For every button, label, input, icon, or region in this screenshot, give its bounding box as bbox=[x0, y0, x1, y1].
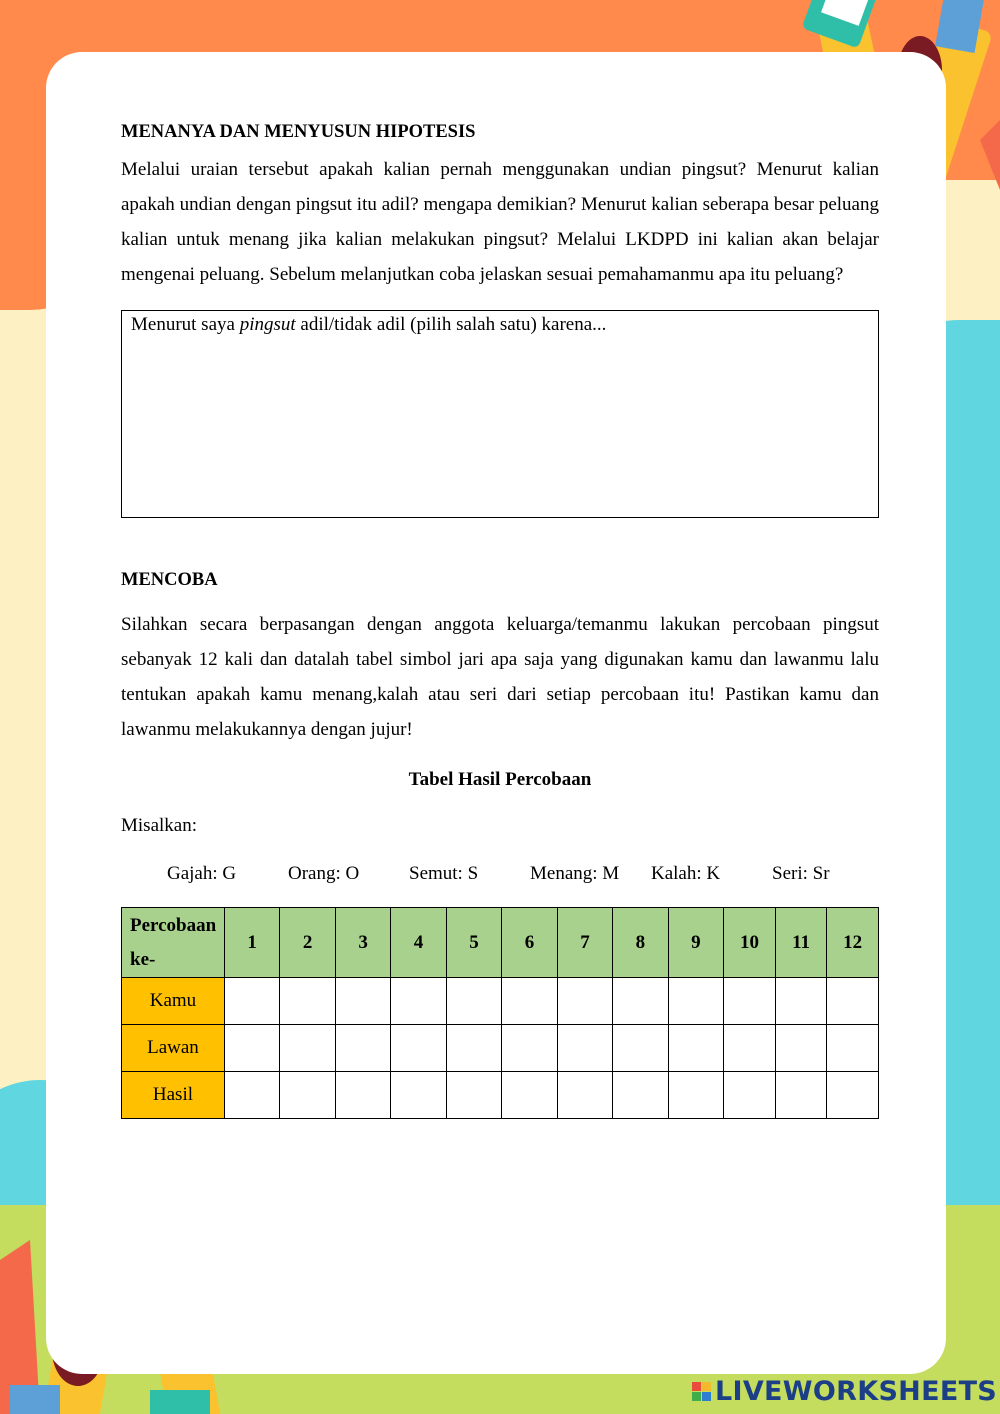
logo-block bbox=[692, 1382, 701, 1391]
worksheet-content bbox=[121, 112, 879, 1119]
table-input-cell[interactable] bbox=[224, 1025, 279, 1072]
table-input-cell[interactable] bbox=[668, 1025, 723, 1072]
answer-prefix: Menurut saya bbox=[131, 314, 240, 335]
hypothesis-paragraph: Melalui uraian tersebut apakah kalian pernah menggunakan undian pingsut? Menurut kalian apakah undian dengan pingsut itu adil? mengapa demikian? Menurut kalian seberapa besar peluang kalian untuk menang jika kalian melakukan pingsut? Melalui LKDPD ini kalian akan belajar mengenai peluang. Sebelum melanjutkan coba jelaskan sesuai pemahamanmu apa itu peluang? bbox=[121, 159, 879, 285]
section-heading-hypothesis: MENANYA DAN MENYUSUN HIPOTESIS bbox=[121, 122, 476, 142]
legend-item-gajah: Gajah: G bbox=[167, 863, 237, 884]
table-input-cell[interactable] bbox=[224, 1072, 279, 1119]
mencoba-paragraph: Silahkan secara berpasangan dengan anggota keluarga/temanmu lakukan percobaan pingsut sebanyak 12 kali dan datalah tabel simbol jari apa saja yang digunakan kamu dan lawanmu lalu tentukan apakah kamu menang,kalah atau seri dari setiap percobaan itu! Pastikan kamu dan lawanmu melakukannya dengan jujur! bbox=[121, 614, 879, 740]
column-header: 6 bbox=[502, 908, 557, 978]
table-input-cell[interactable] bbox=[446, 1025, 501, 1072]
table-input-cell[interactable] bbox=[502, 978, 557, 1025]
legend-item-semut: Semut: S bbox=[409, 863, 479, 884]
table-input-cell[interactable] bbox=[827, 1072, 879, 1119]
legend-item-seri: Seri: Sr bbox=[772, 863, 830, 884]
table-input-cell[interactable] bbox=[775, 978, 827, 1025]
symbol-legend bbox=[121, 859, 879, 889]
column-header: 12 bbox=[827, 908, 879, 978]
section-heading-mencoba: MENCOBA bbox=[121, 570, 218, 590]
header-label-line1: Percobaan bbox=[130, 914, 217, 936]
legend-item-kalah: Kalah: K bbox=[651, 863, 721, 884]
logo-text: LIVEWORKSHEETS bbox=[715, 1375, 998, 1407]
table-input-cell[interactable] bbox=[335, 1025, 390, 1072]
table-row-kamu bbox=[122, 978, 879, 1025]
answer-suffix: adil/tidak adil (pilih salah satu) karena... bbox=[295, 314, 607, 335]
table-input-cell[interactable] bbox=[446, 978, 501, 1025]
table-input-cell[interactable] bbox=[224, 978, 279, 1025]
result-table bbox=[121, 907, 879, 1119]
table-input-cell[interactable] bbox=[724, 1025, 776, 1072]
table-header-row bbox=[122, 908, 879, 978]
table-input-cell[interactable] bbox=[335, 1072, 390, 1119]
hypothesis-answer-box[interactable] bbox=[121, 310, 879, 518]
legend-item-menang: Menang: M bbox=[530, 863, 620, 884]
row-label: Hasil bbox=[122, 1072, 225, 1119]
column-header: 11 bbox=[775, 908, 827, 978]
header-label-cell bbox=[122, 908, 225, 978]
table-input-cell[interactable] bbox=[391, 978, 446, 1025]
table-input-cell[interactable] bbox=[827, 978, 879, 1025]
table-input-cell[interactable] bbox=[775, 1025, 827, 1072]
row-label: Lawan bbox=[122, 1025, 225, 1072]
table-input-cell[interactable] bbox=[724, 978, 776, 1025]
table-input-cell[interactable] bbox=[280, 1072, 335, 1119]
column-header: 2 bbox=[280, 908, 335, 978]
table-input-cell[interactable] bbox=[557, 978, 612, 1025]
header-label-line2: ke- bbox=[130, 948, 156, 970]
answer-italic-word: pingsut bbox=[239, 314, 296, 335]
table-input-cell[interactable] bbox=[280, 978, 335, 1025]
logo-blocks-icon bbox=[692, 1382, 711, 1401]
table-title: Tabel Hasil Percobaan bbox=[408, 769, 592, 790]
table-row-lawan bbox=[122, 1025, 879, 1072]
table-input-cell[interactable] bbox=[775, 1072, 827, 1119]
table-input-cell[interactable] bbox=[613, 1072, 668, 1119]
table-row-hasil bbox=[122, 1072, 879, 1119]
row-label: Kamu bbox=[122, 978, 225, 1025]
column-header: 10 bbox=[724, 908, 776, 978]
table-input-cell[interactable] bbox=[613, 1025, 668, 1072]
table-input-cell[interactable] bbox=[391, 1025, 446, 1072]
table-input-cell[interactable] bbox=[827, 1025, 879, 1072]
legend-item-orang: Orang: O bbox=[288, 863, 360, 884]
table-input-cell[interactable] bbox=[446, 1072, 501, 1119]
column-header: 9 bbox=[668, 908, 723, 978]
table-input-cell[interactable] bbox=[391, 1072, 446, 1119]
table-input-cell[interactable] bbox=[724, 1072, 776, 1119]
liveworksheets-logo[interactable] bbox=[692, 1374, 997, 1408]
column-header: 4 bbox=[391, 908, 446, 978]
column-header: 7 bbox=[557, 908, 612, 978]
table-input-cell[interactable] bbox=[502, 1072, 557, 1119]
table-input-cell[interactable] bbox=[668, 1072, 723, 1119]
table-input-cell[interactable] bbox=[335, 978, 390, 1025]
column-header: 1 bbox=[224, 908, 279, 978]
table-input-cell[interactable] bbox=[557, 1025, 612, 1072]
table-input-cell[interactable] bbox=[668, 978, 723, 1025]
logo-block bbox=[702, 1392, 711, 1401]
column-header: 8 bbox=[613, 908, 668, 978]
table-input-cell[interactable] bbox=[557, 1072, 612, 1119]
column-header: 3 bbox=[335, 908, 390, 978]
table-input-cell[interactable] bbox=[502, 1025, 557, 1072]
table-input-cell[interactable] bbox=[613, 978, 668, 1025]
column-header: 5 bbox=[446, 908, 501, 978]
logo-block bbox=[692, 1392, 701, 1401]
logo-block bbox=[702, 1382, 711, 1391]
legend-intro: Misalkan: bbox=[121, 815, 197, 836]
table-input-cell[interactable] bbox=[280, 1025, 335, 1072]
